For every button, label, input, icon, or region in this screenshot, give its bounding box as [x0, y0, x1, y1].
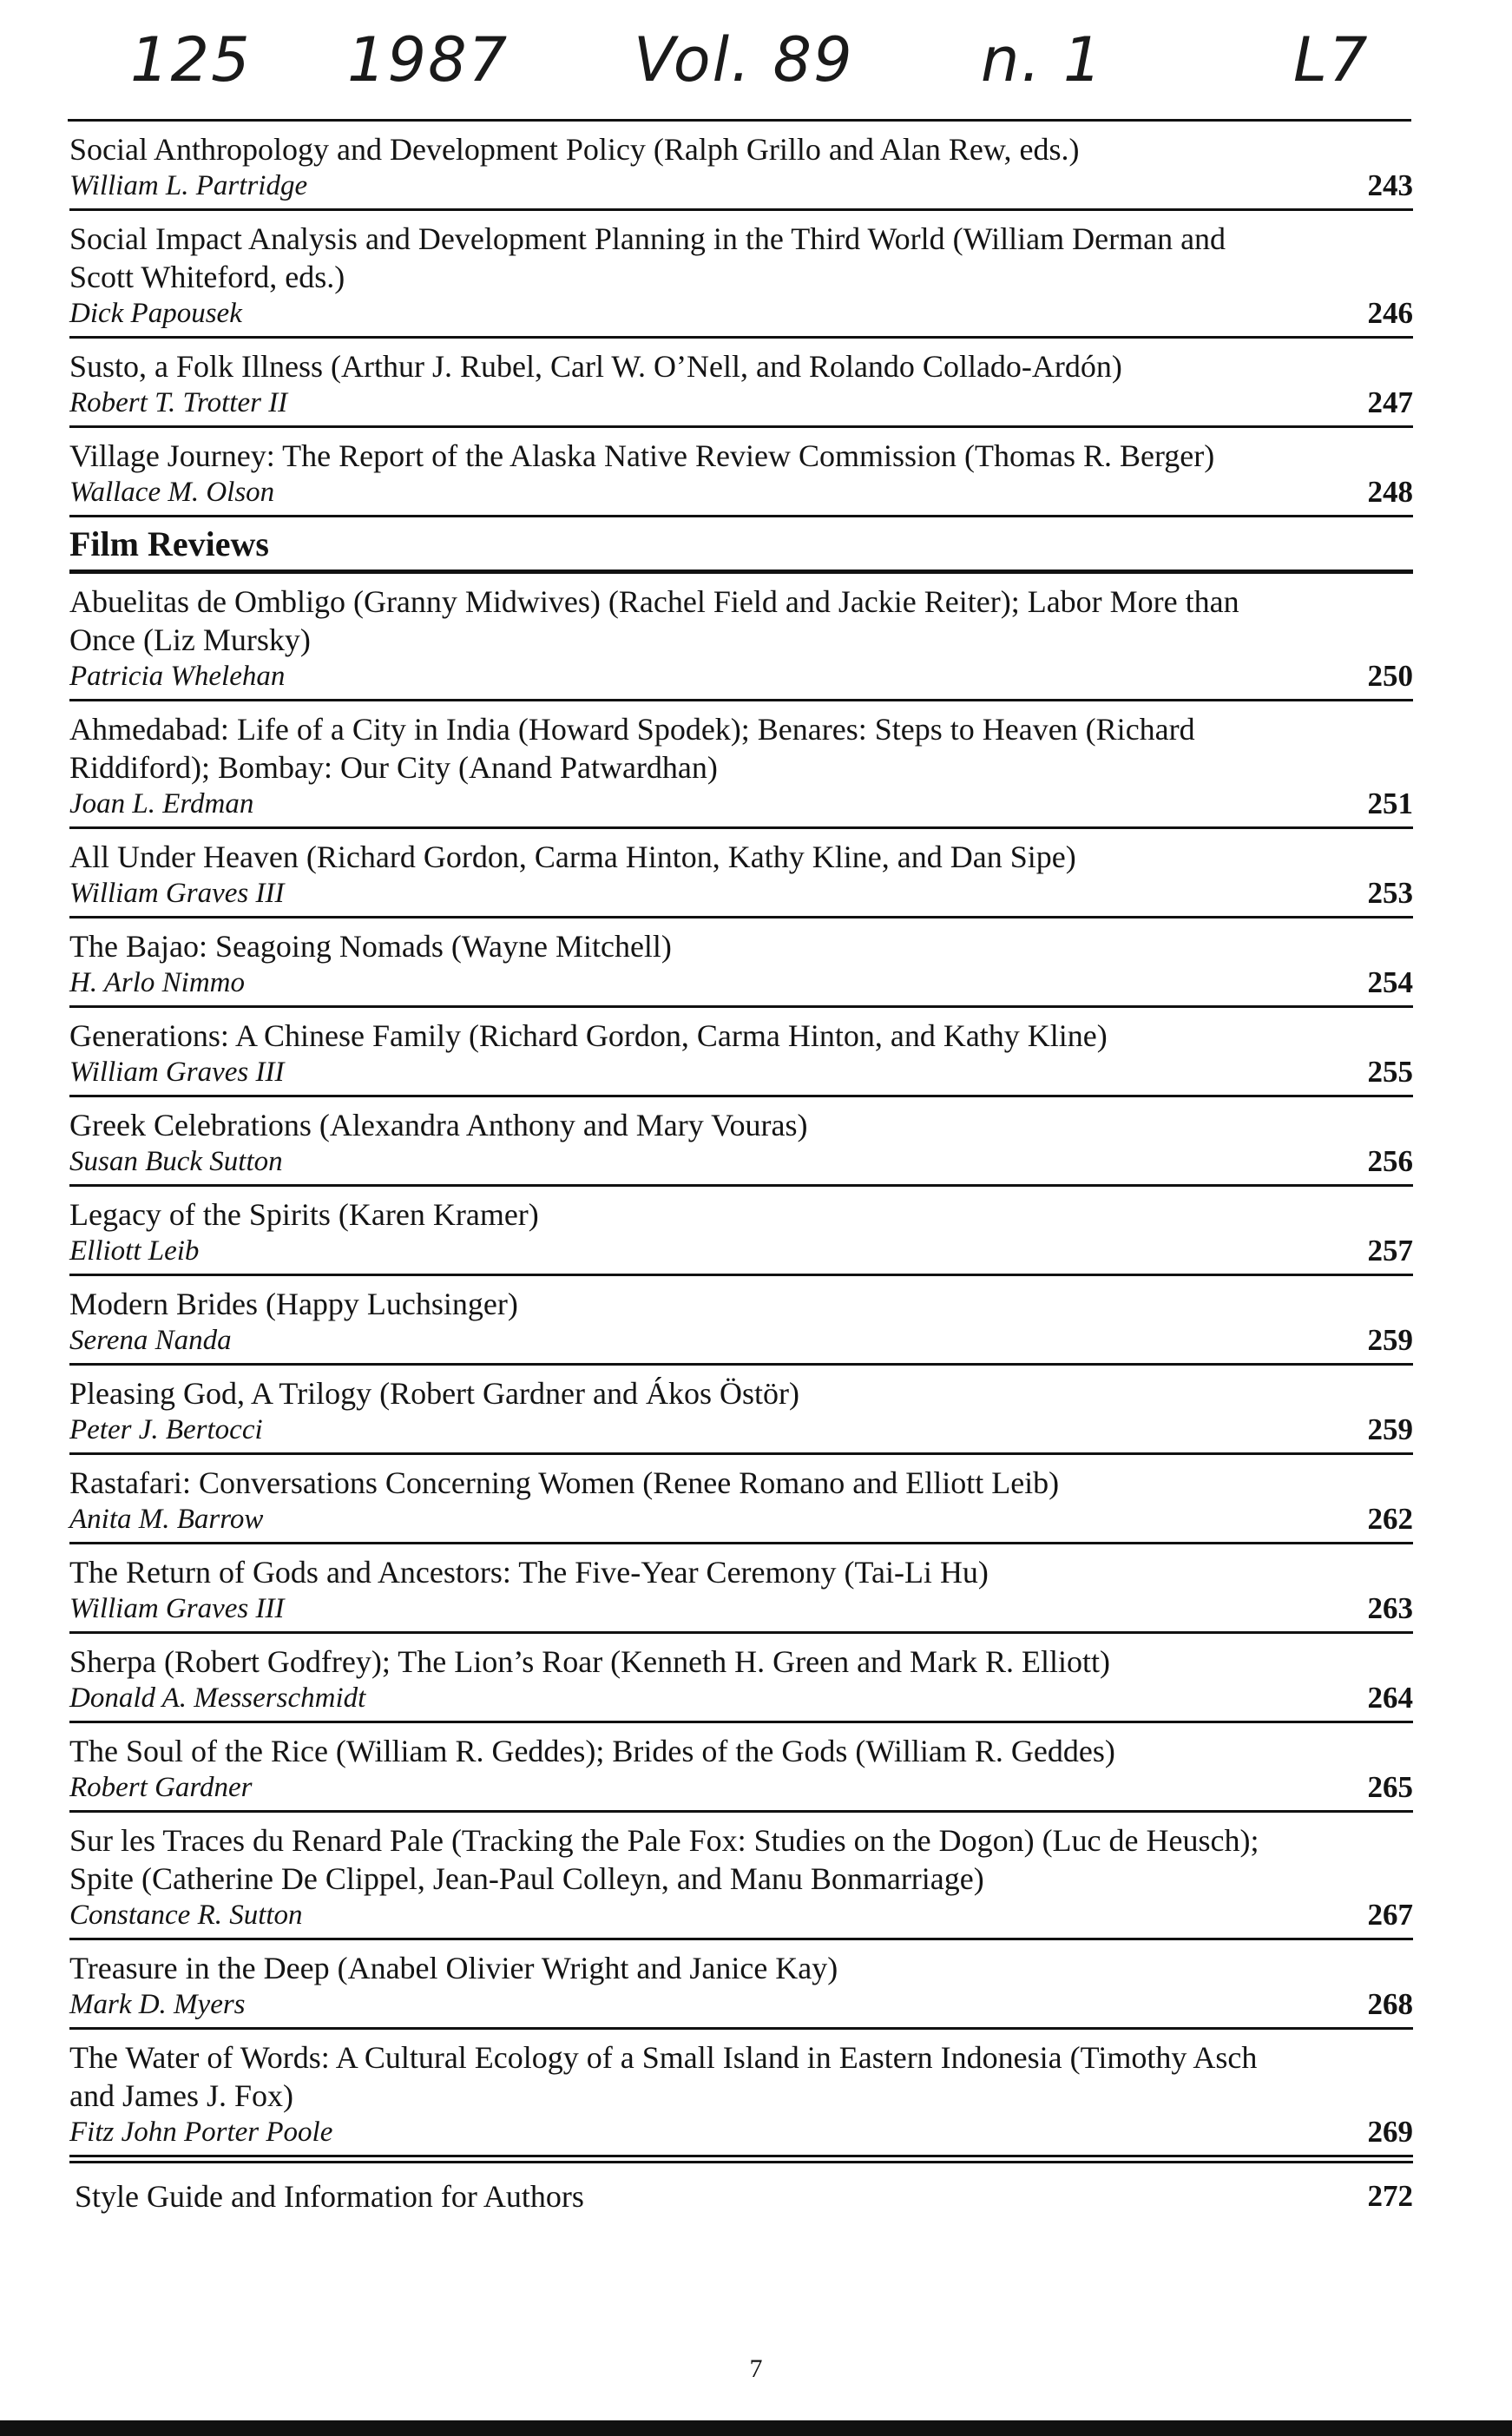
toc-entry[interactable]: [69, 1455, 1413, 1544]
toc-entry[interactable]: [69, 1544, 1413, 1634]
entry-page: 263: [1367, 1591, 1413, 1625]
toc-entry[interactable]: [69, 829, 1413, 918]
toc-entry[interactable]: [69, 1940, 1413, 2030]
entry-page: 254: [1367, 965, 1413, 999]
entry-author: Dick Papousek: [69, 298, 242, 329]
entry-author: William Graves III: [69, 1593, 285, 1624]
entry-author: Robert Gardner: [69, 1772, 253, 1803]
entry-title: Treasure in the Deep (Anabel Olivier Wright and Janice Kay): [69, 1951, 838, 1985]
handwritten-note-number: 125: [130, 24, 252, 95]
entry-page: 247: [1367, 385, 1413, 419]
entry-page: 259: [1367, 1323, 1413, 1357]
entry-title: The Water of Words: A Cultural Ecology of a Small Island in Eastern Indonesia (Timothy Asch and James J. Fox): [69, 2040, 1258, 2113]
entry-author: Constance R. Sutton: [69, 1899, 303, 1931]
entry-title: Ahmedabad: Life of a City in India (Howard Spodek); Benares: Steps to Heaven (Richard Riddiford); Bombay: Our City (Anand Patwardhan): [69, 712, 1195, 785]
entry-author: H. Arlo Nimmo: [69, 967, 245, 998]
entry-title: The Return of Gods and Ancestors: The Five-Year Ceremony (Tai-Li Hu): [69, 1555, 989, 1590]
entry-page: 255: [1367, 1055, 1413, 1089]
entry-author: Robert T. Trotter II: [69, 387, 288, 418]
entry-author: Wallace M. Olson: [69, 477, 275, 508]
handwritten-note-issue: n. 1: [981, 24, 1104, 95]
entry-page: 267: [1367, 1898, 1413, 1932]
entry-page: 264: [1367, 1681, 1413, 1715]
section-heading-film-reviews: Film Reviews: [69, 517, 1413, 574]
entry-page: 250: [1367, 659, 1413, 693]
entry-page: 268: [1367, 1987, 1413, 2021]
entry-title: Social Impact Analysis and Development Planning in the Third World (William Derman and Scott Whiteford, eds.): [69, 221, 1226, 294]
entry-title: Village Journey: The Report of the Alaska Native Review Commission (Thomas R. Berger): [69, 438, 1215, 473]
entry-page: 253: [1367, 876, 1413, 910]
entry-title: All Under Heaven (Richard Gordon, Carma Hinton, Kathy Kline, and Dan Sipe): [69, 839, 1076, 874]
entry-title: Pleasing God, A Trilogy (Robert Gardner and Ákos Östör): [69, 1376, 799, 1411]
entry-title: Greek Celebrations (Alexandra Anthony and Mary Vouras): [69, 1108, 808, 1142]
toc-entry[interactable]: [69, 1187, 1413, 1276]
toc-entry[interactable]: [69, 1097, 1413, 1187]
entry-author: Elliott Leib: [69, 1235, 200, 1267]
entry-title: Abuelitas de Ombligo (Granny Midwives) (Rachel Field and Jackie Reiter); Labor More than Once (Liz Mursky): [69, 584, 1239, 657]
handwritten-note-volume: Vol. 89: [634, 24, 854, 95]
handwritten-annotation: [130, 24, 1389, 120]
toc-entry[interactable]: [69, 1723, 1413, 1813]
toc-entry[interactable]: [69, 1276, 1413, 1366]
entry-title: Susto, a Folk Illness (Arthur J. Rubel, Carl W. O’Nell, and Rolando Collado-Ardón): [69, 349, 1122, 384]
entry-title: Generations: A Chinese Family (Richard Gordon, Carma Hinton, and Kathy Kline): [69, 1018, 1108, 1053]
entry-title: The Soul of the Rice (William R. Geddes); Brides of the Gods (William R. Geddes): [69, 1734, 1115, 1768]
toc-entry[interactable]: [69, 122, 1413, 211]
entry-page: 246: [1367, 296, 1413, 330]
toc-entry-style-guide[interactable]: [69, 2161, 1413, 2215]
toc-entry[interactable]: [69, 211, 1413, 339]
entry-author: Donald A. Messerschmidt: [69, 1682, 366, 1714]
entry-author: Susan Buck Sutton: [69, 1146, 283, 1177]
toc-entry[interactable]: [69, 918, 1413, 1008]
entry-page: 251: [1367, 787, 1413, 820]
entry-page: 248: [1367, 475, 1413, 509]
toc-entry[interactable]: [69, 428, 1413, 517]
toc-entry[interactable]: [69, 1366, 1413, 1455]
entry-page: 256: [1367, 1144, 1413, 1178]
entry-author: William L. Partridge: [69, 170, 308, 201]
entry-title: Sur les Traces du Renard Pale (Tracking the Pale Fox: Studies on the Dogon) (Luc de Heusch); Spite (Catherine De Clippel, Jean-Paul Colleyn, and Manu Bonmarriage): [69, 1823, 1259, 1896]
entry-title: Rastafari: Conversations Concerning Women (Renee Romano and Elliott Leib): [69, 1465, 1060, 1500]
entry-page: 259: [1367, 1412, 1413, 1446]
entry-page: 269: [1367, 2115, 1413, 2149]
toc-entry[interactable]: [69, 339, 1413, 428]
entry-page: 272: [1367, 2179, 1413, 2213]
toc-entry[interactable]: [69, 1813, 1413, 1940]
entry-title: Modern Brides (Happy Luchsinger): [69, 1287, 518, 1321]
scan-edge-bar: [0, 2420, 1512, 2436]
toc-entry[interactable]: [69, 1634, 1413, 1723]
toc-entry[interactable]: [69, 1008, 1413, 1097]
entry-page: 265: [1367, 1770, 1413, 1804]
entry-author: William Graves III: [69, 1057, 285, 1088]
handwritten-note-year: 1987: [347, 24, 509, 95]
entry-page: 257: [1367, 1234, 1413, 1267]
entry-title: Social Anthropology and Development Policy (Ralph Grillo and Alan Rew, eds.): [69, 132, 1080, 167]
toc-entry[interactable]: [69, 2030, 1413, 2157]
entry-page: 262: [1367, 1502, 1413, 1536]
table-of-contents: [69, 122, 1413, 2215]
toc-entry[interactable]: [69, 574, 1413, 701]
toc-entry[interactable]: [69, 701, 1413, 829]
handwritten-note-code: L7: [1293, 24, 1370, 95]
entry-author: Joan L. Erdman: [69, 788, 254, 820]
entry-author: Anita M. Barrow: [69, 1504, 264, 1535]
entry-author: Patricia Whelehan: [69, 661, 286, 692]
entry-title: The Bajao: Seagoing Nomads (Wayne Mitchell): [69, 929, 672, 964]
entry-author: Serena Nanda: [69, 1325, 232, 1356]
entry-author: William Graves III: [69, 878, 285, 909]
entry-author: Mark D. Myers: [69, 1989, 246, 2020]
entry-page: 243: [1367, 168, 1413, 202]
entry-title: Style Guide and Information for Authors: [75, 2179, 584, 2214]
entry-author: Peter J. Bertocci: [69, 1414, 263, 1445]
entry-title: Sherpa (Robert Godfrey); The Lion’s Roar (Kenneth H. Green and Mark R. Elliott): [69, 1644, 1111, 1679]
entry-author: Fitz John Porter Poole: [69, 2117, 333, 2148]
entry-title: Legacy of the Spirits (Karen Kramer): [69, 1197, 539, 1232]
page-number: 7: [749, 2354, 763, 2383]
